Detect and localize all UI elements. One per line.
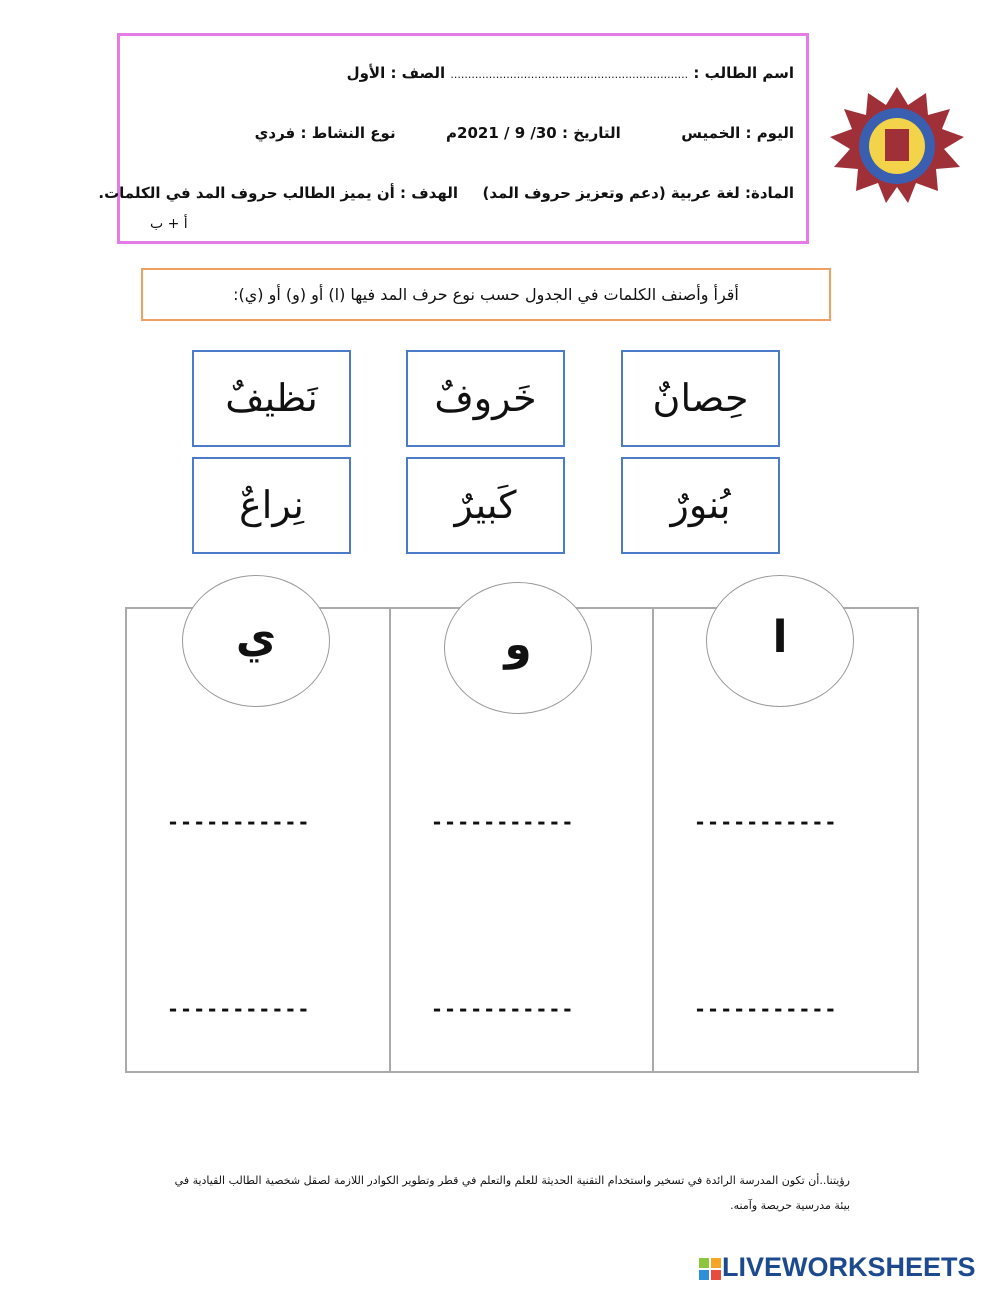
word-card[interactable]: نِراعٌ bbox=[192, 457, 351, 554]
school-logo bbox=[828, 85, 966, 207]
school-vision: رؤيتنا..أن تكون المدرسة الرائدة في تسخير واستخدام التقنية الحديثة للعلم والتعلم في قطر وتطوير الكوادر اللازمة لصقل شخصية الطالب القيادية في بيئة مدرسية حريصة وآمنه. bbox=[174, 1174, 850, 1212]
word-card[interactable]: كَبيرٌ bbox=[406, 457, 565, 554]
word-card[interactable]: حِصانٌ bbox=[621, 350, 780, 447]
section-label: أ + ب bbox=[150, 216, 188, 232]
word-card[interactable]: نَظيفٌ bbox=[192, 350, 351, 447]
drop-zone-alif-2[interactable]: ----------- bbox=[694, 997, 838, 1021]
liveworksheets-logo bbox=[698, 1252, 976, 1283]
activity-label: نوع النشاط : فردي bbox=[254, 124, 396, 142]
drop-zone-waw-1[interactable]: ----------- bbox=[431, 810, 575, 834]
subject-label: المادة: لغة عربية (دعم وتعزيز حروف المد) bbox=[482, 184, 794, 202]
column-divider bbox=[652, 609, 654, 1071]
date-line bbox=[255, 124, 794, 142]
brand-name: LIVEWORKSHEETS bbox=[722, 1252, 976, 1282]
letter-circle-alif: ا bbox=[706, 575, 854, 707]
grade-label: الصف : الأول bbox=[346, 64, 446, 82]
instruction-box: أقرأ وأصنف الكلمات في الجدول حسب نوع حرف المد فيها (ا) أو (و) أو (ي): bbox=[141, 268, 831, 321]
word-card[interactable]: بُنورٌ bbox=[621, 457, 780, 554]
subject-line bbox=[98, 184, 794, 202]
day-label: اليوم : الخميس bbox=[681, 124, 794, 142]
word-card[interactable]: خَروفٌ bbox=[406, 350, 565, 447]
header-box bbox=[98, 33, 809, 244]
name-line bbox=[347, 64, 794, 82]
drop-zone-ya-1[interactable]: ----------- bbox=[167, 810, 311, 834]
student-name-label: اسم الطالب : bbox=[693, 64, 794, 82]
student-name-field[interactable]: .................................................................... bbox=[450, 68, 689, 81]
drop-zone-ya-2[interactable]: ----------- bbox=[167, 997, 311, 1021]
letter-circle-waw: و bbox=[444, 582, 592, 714]
date-label: التاريخ : 30/ 9 / 2021م bbox=[446, 124, 621, 142]
drop-zone-waw-2[interactable]: ----------- bbox=[431, 997, 575, 1021]
drop-zone-alif-1[interactable]: ----------- bbox=[694, 810, 838, 834]
letter-circle-ya: ي bbox=[182, 575, 330, 707]
goal-label: الهدف : أن يميز الطالب حروف المد في الكلمات. bbox=[98, 184, 459, 202]
brand-squares-icon bbox=[698, 1257, 722, 1281]
column-divider bbox=[389, 609, 391, 1071]
